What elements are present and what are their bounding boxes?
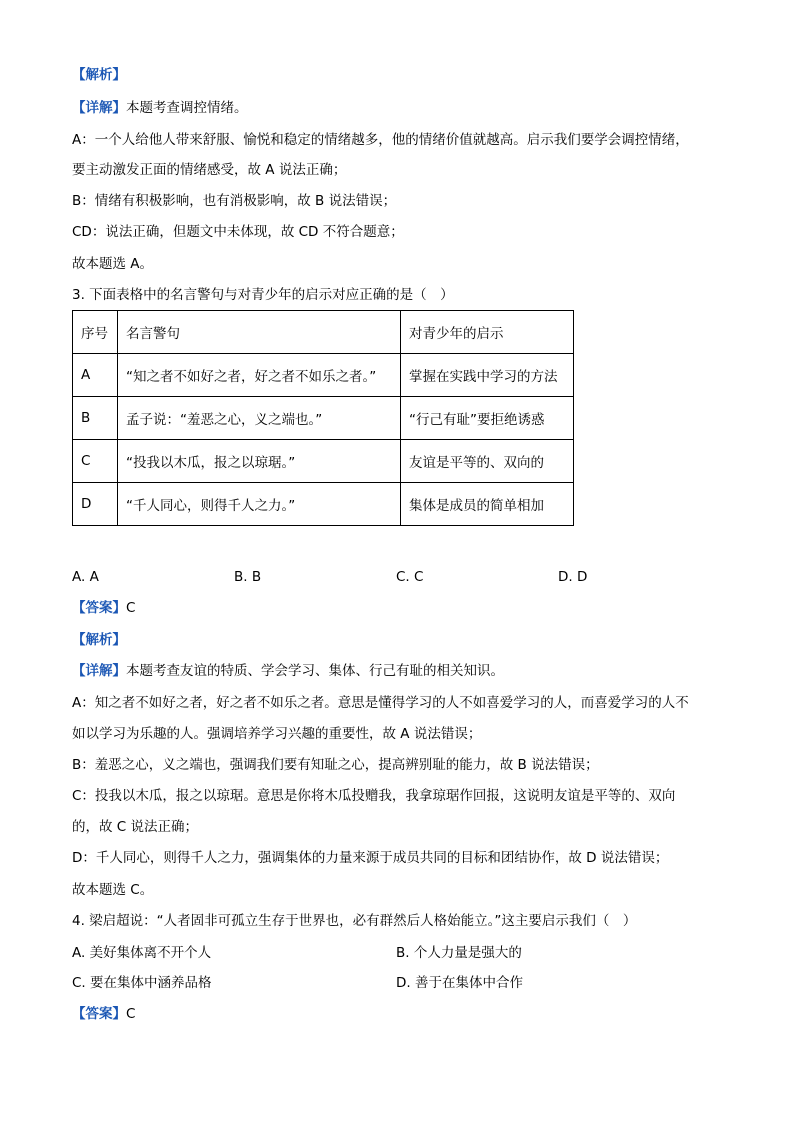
table-cell: 孟子说：“羞恶之心，义之端也。” [118,397,401,440]
table-cell: “行己有耻”要拒绝诱惑 [401,397,574,440]
table-cell: D [73,483,118,526]
explanation-b-line: B：情绪有积极影响，也有消极影响，故 B 说法错误； [72,193,397,209]
table-cell: “投我以木瓜，报之以琼琚。” [118,440,401,483]
table-header-cell: 对青少年的启示 [401,311,574,354]
question-4-stem: 4. 梁启超说：“人者固非可孤立生存于世界也，必有群然后人格始能立。”这主要启示我们（ ） [72,913,637,929]
detail-line [72,662,504,680]
table-header-row [73,311,574,354]
detail-tag: 【详解】 [72,100,126,116]
detail-tag: 【详解】 [72,663,126,679]
explanation-c-line1: C：投我以木瓜，报之以琼琚。意思是你将木瓜投赠我，我拿琼琚作回报，这说明友谊是平等的、双向 [72,788,676,804]
option-b: B. 个人力量是强大的 [396,945,522,961]
table-cell: B [73,397,118,440]
option-c: C. C [396,569,424,585]
detail-text: 本题考查友谊的特质、学会学习、集体、行己有耻的相关知识。 [126,663,504,679]
analysis-tag: 【解析】 [72,632,126,648]
option-c: C. 要在集体中涵养品格 [72,975,212,991]
answer-value: C [126,1006,136,1022]
table-header-cell: 名言警句 [118,311,401,354]
table-cell: “千人同心，则得千人之力。” [118,483,401,526]
table-cell: A [73,354,118,397]
table-row [73,354,574,397]
option-a: A. A [72,569,99,585]
table-cell: “知之者不如好之者，好之者不如乐之者。” [118,354,401,397]
explanation-a-line1: A：知之者不如好之者，好之者不如乐之者。意思是懂得学习的人不如喜爱学习的人，而喜爱学习的人不 [72,695,689,711]
detail-line [72,99,248,117]
conclusion: 故本题选 A。 [72,256,154,272]
question-3-stem: 3. 下面表格中的名言警句与对青少年的启示对应正确的是（ ） [72,287,454,303]
explanation-d-line: D：千人同心，则得千人之力，强调集体的力量来源于成员共同的目标和团结协作，故 D 说法错误； [72,850,669,866]
table-row [73,483,574,526]
answer-tag: 【答案】 [72,600,126,616]
quote-table [72,310,574,526]
explanation-b-line: B：羞恶之心，义之端也，强调我们要有知耻之心，提高辨别耻的能力，故 B 说法错误； [72,757,599,773]
answer-tag: 【答案】 [72,1006,126,1022]
table-cell: 掌握在实践中学习的方法 [401,354,574,397]
explanation-a-line2: 如以学习为乐趣的人。强调培养学习兴趣的重要性，故 A 说法错误； [72,726,482,742]
table-cell: C [73,440,118,483]
option-d: D. D [558,569,588,585]
answer-line [72,1005,135,1023]
explanation-c-line2: 的，故 C 说法正确； [72,819,199,835]
table-row [73,397,574,440]
explanation-a-line2: 要主动激发正面的情绪感受，故 A 说法正确； [72,162,347,178]
analysis-tag: 【解析】 [72,67,126,83]
table-header-cell: 序号 [73,311,118,354]
option-d: D. 善于在集体中合作 [396,975,523,991]
table-row [73,440,574,483]
answer-line [72,599,135,617]
answer-value: C [126,600,136,616]
option-b: B. B [234,569,262,585]
table-cell: 集体是成员的简单相加 [401,483,574,526]
option-a: A. 美好集体离不开个人 [72,945,212,961]
detail-text: 本题考查调控情绪。 [126,100,248,116]
table-cell: 友谊是平等的、双向的 [401,440,574,483]
explanation-cd-line: CD：说法正确，但题文中未体现，故 CD 不符合题意； [72,224,404,240]
conclusion: 故本题选 C。 [72,882,154,898]
explanation-a-line1: A：一个人给他人带来舒服、愉悦和稳定的情绪越多，他的情绪价值就越高。启示我们要学会调控情绪， [72,132,689,148]
